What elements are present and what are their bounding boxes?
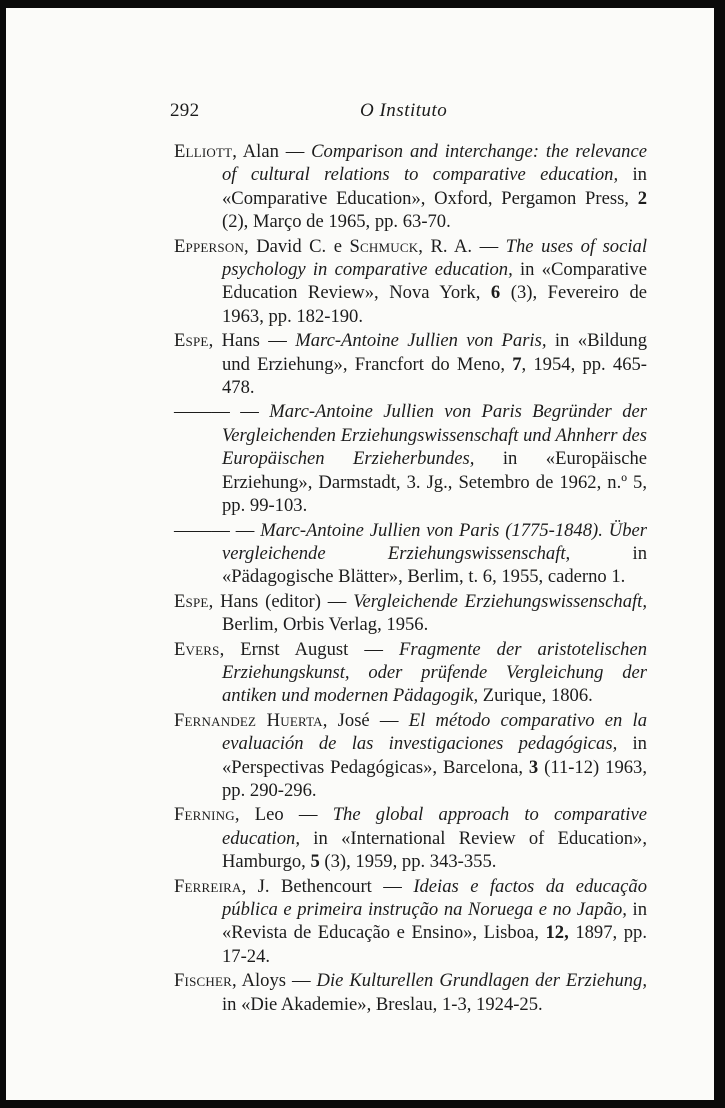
volume-number: 5 bbox=[310, 851, 320, 873]
bibliography-entry bbox=[174, 709, 647, 803]
running-title: O Instituto bbox=[360, 100, 448, 121]
work-title: The global approach to comparative education, bbox=[222, 804, 647, 849]
volume-number: 3 bbox=[528, 756, 539, 778]
publication-info: in «Pädagogische Blätter», Berlim, t. 6, 1955, caderno 1. bbox=[222, 542, 647, 588]
author-rest: , David C. e bbox=[244, 235, 350, 257]
bibliography-entry bbox=[174, 235, 647, 329]
author-surname: Fernandez Huerta bbox=[174, 709, 323, 731]
publication-info: Berlim, Orbis Verlag, 1956. bbox=[222, 614, 429, 636]
coauthor-rest: , R. A. — bbox=[418, 235, 506, 257]
issue-number: 5 bbox=[633, 471, 643, 493]
bibliography-entry bbox=[174, 803, 647, 873]
author-rest: , Leo — bbox=[234, 804, 333, 826]
author-surname: Ferning bbox=[174, 804, 235, 826]
volume-number: 12, bbox=[545, 922, 569, 944]
work-title: Vergleichende Erziehungswissenschaft, bbox=[353, 590, 647, 612]
bibliography-entry bbox=[174, 875, 647, 969]
publication-details: , pp. 99-103. bbox=[222, 471, 647, 517]
publication-details: , 1954, pp. 465-478. bbox=[222, 353, 647, 399]
bibliography-entry bbox=[174, 969, 647, 1016]
work-title: Marc-Antoine Jullien von Paris Begründer der Vergleichenden Erziehungswissenschaft und Ahnherr des Europäischen Erzieherbundes, bbox=[222, 401, 648, 470]
publication-details: (11-12) 1963, pp. 290-296. bbox=[222, 756, 647, 801]
author-surname: Elliott bbox=[174, 141, 233, 162]
volume-number: 2 bbox=[637, 187, 647, 209]
bibliography-entry bbox=[174, 519, 647, 589]
publication-info: in «Bildung und Erziehung», Francfort do Meno, bbox=[222, 330, 647, 375]
author-rest: , Hans — bbox=[208, 330, 296, 352]
author-surname: Espe bbox=[174, 590, 209, 612]
work-title: Fragmente der aristotelischen Erziehungskunst, oder prüfende Vergleichung der antiken und modernen Pädagogik, bbox=[222, 638, 648, 707]
publication-info: in «Perspectivas Pedagógicas», Barcelona, bbox=[222, 733, 647, 778]
publication-info: in «Comparative Education», Oxford, Pergamon Press, bbox=[222, 164, 647, 209]
publication-info: in «Die Akademie», Breslau, 1-3, 1924-25. bbox=[222, 993, 543, 1015]
coauthor-surname: Schmuck bbox=[349, 235, 419, 257]
work-title: El método comparativo en la evaluación de las investigaciones pedagógicas, bbox=[222, 709, 647, 755]
bibliography-entry bbox=[174, 400, 647, 517]
publication-info: in «Europäische Erziehung», Darmstadt, 3. Jg., Setembro de 1962, n.º bbox=[222, 448, 647, 493]
author-surname: Epperson bbox=[174, 235, 245, 257]
book-page bbox=[6, 8, 714, 1100]
publication-info: in «International Review of Education», Hamburgo, bbox=[222, 827, 647, 873]
work-title: Die Kulturellen Grundlagen der Erziehung, bbox=[316, 970, 647, 992]
work-title: Comparison and interchange: the relevance of cultural relations to comparative education, bbox=[222, 141, 647, 186]
publication-details: 1897, pp. 17-24. bbox=[222, 922, 647, 967]
volume-number: 6 bbox=[490, 282, 501, 304]
work-title: Ideias e factos da educação pública e primeira instrução na Noruega e no Japão, bbox=[222, 875, 647, 920]
author-rest: , Aloys — bbox=[231, 970, 317, 992]
author-surname: Fischer bbox=[174, 970, 232, 992]
publication-details: (3), 1959, pp. 343-355. bbox=[319, 851, 497, 873]
author-rest: , J. Bethencourt — bbox=[241, 875, 414, 897]
work-title: Marc-Antoine Jullien von Paris, bbox=[295, 330, 547, 352]
author-rest: , José — bbox=[322, 709, 409, 731]
author-rest: , Hans (editor) — bbox=[208, 590, 354, 612]
bibliography-entry bbox=[174, 590, 647, 637]
author-surname: Ferreira bbox=[174, 875, 242, 897]
work-title: The uses of social psychology in comparative education, bbox=[222, 235, 647, 281]
repeat-author-dash: ——— — bbox=[174, 519, 261, 541]
work-title: Marc-Antoine Jullien von Paris (1775-1848). Über vergleichende Erziehungswissenschaft, bbox=[222, 519, 648, 564]
author-surname: Espe bbox=[174, 330, 209, 352]
author-rest: , Ernst August — bbox=[219, 638, 400, 660]
publication-info: in «Revista de Educação e Ensino», Lisboa, bbox=[222, 899, 647, 944]
volume-number: 7 bbox=[512, 353, 522, 375]
bibliography-entry bbox=[174, 329, 647, 399]
repeat-author-dash: ——— — bbox=[174, 401, 270, 423]
publication-details: (3), Fevereiro de 1963, pp. 182-190. bbox=[222, 282, 647, 327]
page-number: 292 bbox=[170, 100, 200, 121]
bibliography-list bbox=[174, 140, 647, 1017]
page-header bbox=[6, 100, 714, 126]
publication-info: in «Comparative Education Review», Nova York, bbox=[222, 259, 647, 304]
publication-info: Zurique, 1806. bbox=[478, 685, 593, 707]
author-surname: Evers bbox=[174, 638, 220, 660]
publication-details: (2), Março de 1965, pp. 63-70. bbox=[222, 211, 451, 233]
author-rest: , Alan — bbox=[232, 141, 312, 162]
bibliography-entry bbox=[174, 140, 647, 234]
bibliography-entry bbox=[174, 638, 647, 708]
